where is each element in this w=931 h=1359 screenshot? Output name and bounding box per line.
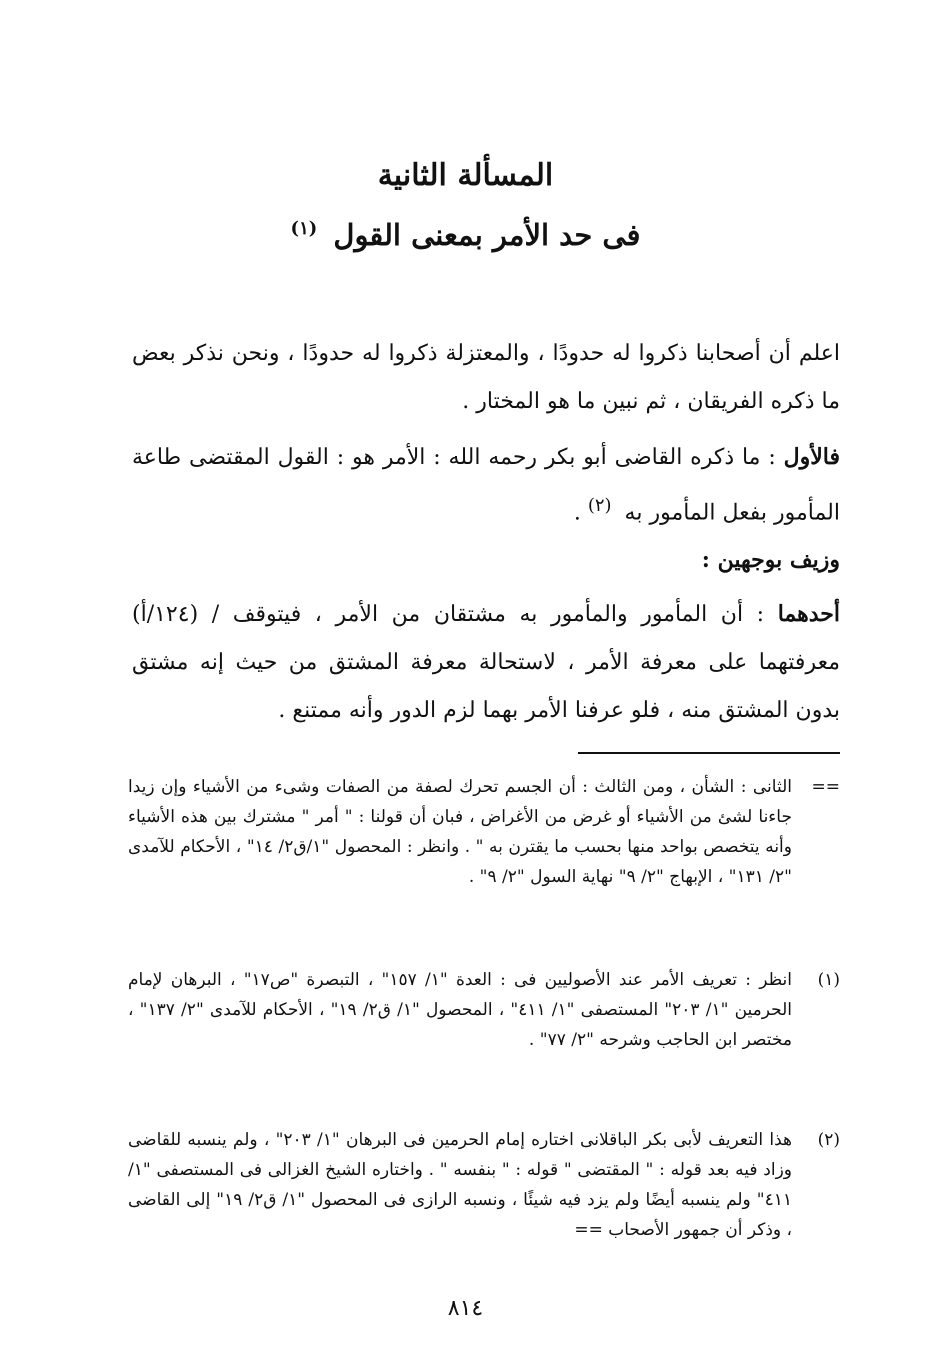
- footnote-reference-2: (٢): [587, 495, 612, 516]
- page-number: ٨١٤: [447, 1296, 484, 1321]
- footnote-text: هذا التعريف لأبى بكر الباقلانى اختاره إمام الحرمين فى البرهان "١/ ٢٠٣" ، ولم ينسبه للقاضى وزاد فيه بعد قوله : " المقتضى " قوله : " بنفسه " . واختاره الشيخ الغزالى فى المستصفى "١/ ٤١١" ولم ينسبه أيضًا ولم يزد فيه شيئًا ، ونسبه الرازى فى المحصول "١/ ق٢/ ١٩" إلى القاضى ، وذكر أن جمهور الأصحاب ==: [128, 1130, 792, 1240]
- section-subtitle: [0, 218, 931, 252]
- footnote-text: الثانى : الشأن ، ومن الثالث : أن الجسم تحرك لصفة من الصفات وشىء من الأشياء وإن زيدا جاءنا لشئ من الأشياء أو غرض من الأغراض ، فبان أن قولنا : " أمر " مشترك بين هذه الأشياء وأنه يتخصص بواحد منها بحسب ما يقترن به " . وانظر : المحصول "١/ق٢/ ١٤" ، الأحكام للآمدى "٢/ ١٣١" ، الإبهاج "٢/ ٩" نهاية السول "٢/ ٩" .: [128, 777, 792, 887]
- footnote-2: [128, 1125, 840, 1245]
- paragraph-end: .: [573, 500, 581, 526]
- footnote-continued: [128, 772, 840, 892]
- footnote-marker: (١): [817, 970, 840, 990]
- footnote-text: انظر : تعريف الأمر عند الأصوليين فى : العدة "١/ ١٥٧" ، التبصرة "ص١٧" ، البرهان لإمام الحرمين "١/ ٢٠٣" المستصفى "١/ ٤١١" ، المحصول "١/ ق٢/ ١٩" ، الأحكام للآمدى "٢/ ١٣٧" ، مختصر ابن الحاجب وشرحه "٢/ ٧٧" .: [128, 970, 793, 1050]
- paragraph-lead-word: أحدهما: [777, 601, 840, 627]
- footnote-marker: (٢): [817, 1130, 840, 1150]
- subtitle-text: فى حد الأمر بمعنى القول: [333, 218, 641, 252]
- paragraph-refutation-heading: وزيف بوجهين :: [701, 547, 840, 573]
- footnote-reference-1: (١): [290, 218, 318, 240]
- paragraph-lead-word: فالأول: [783, 444, 840, 470]
- footnote-1: [128, 965, 840, 1055]
- footnote-marker: ==: [811, 777, 840, 797]
- paragraph-text: : ما ذكره القاضى أبو بكر رحمه الله : الأمر هو : القول المقتضى طاعة المأمور بفعل المأمور به: [132, 445, 840, 526]
- paragraph-intro: اعلم أن أصحابنا ذكروا له حدودًا ، والمعتزلة ذكروا له حدودًا ، ونحن نذكر بعض ما ذكره الفريقان ، ثم نبين ما هو المختار .: [132, 341, 840, 414]
- paragraph-first-definition: [132, 433, 840, 537]
- paragraph-text: : أن المأمور والمأمور به مشتقان من الأمر ، فيتوقف / (١٢٤/أ) معرفتهما على معرفة الأمر ، لاستحالة معرفة المشتق من حيث إنه مشتق بدون المشتق منه ، فلو عرفنا الأمر بهما لزم الدور وأنه ممتنع .: [132, 602, 840, 723]
- section-title: المسألة الثانية: [377, 158, 554, 193]
- paragraph-first-objection: [132, 590, 840, 735]
- footnote-separator: [578, 752, 840, 754]
